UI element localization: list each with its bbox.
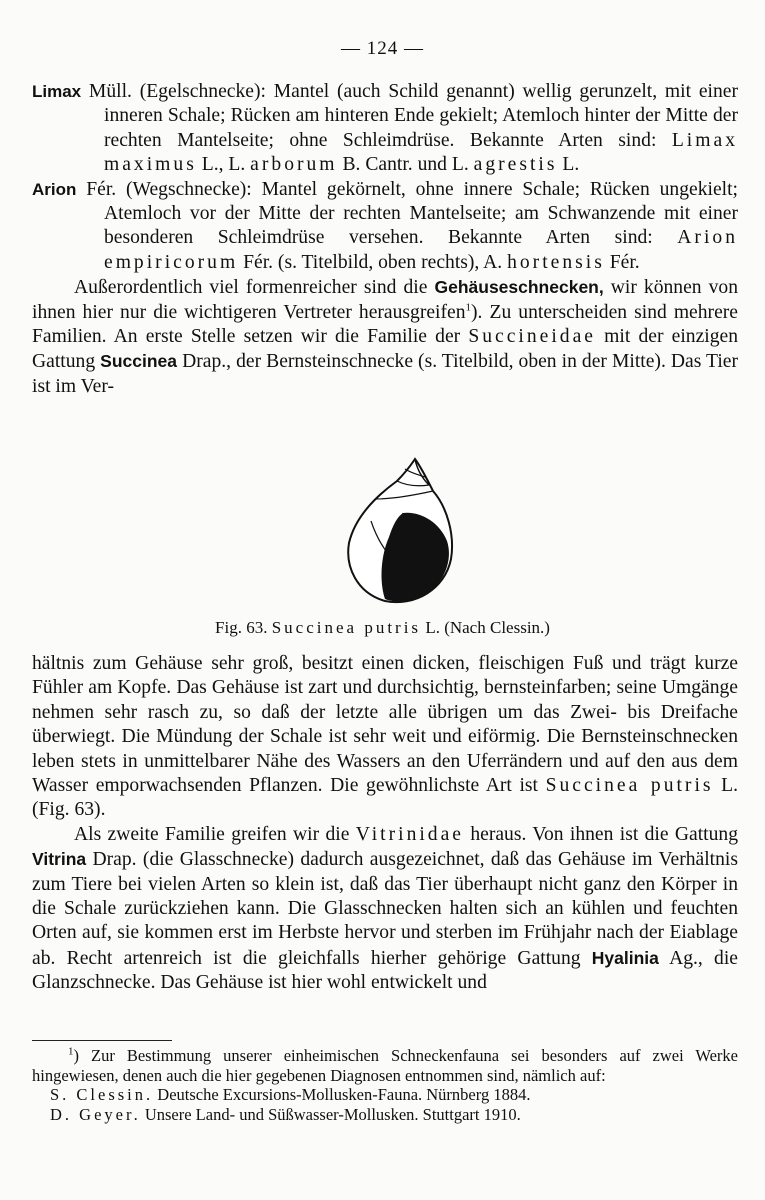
- upper-text: [32, 80, 738, 399]
- footnote-reference: D. Geyer. Unsere Land- und Süßwasser-Mollusken. Stuttgart 1910.: [50, 1104, 521, 1124]
- footnote-text: $^1$) Zur Bestimmung unserer einheimischen Schneckenfauna sei besonders auf zwei Werke hingewiesen, denen auch die hier gegebenen Diagnosen entnommen sind, nämlich auf:: [32, 1045, 738, 1085]
- figure-caption: Fig. 63. Succinea putris L. (Nach Clessin.): [215, 618, 550, 637]
- footnote: [32, 1046, 738, 1124]
- lower-text: [32, 652, 738, 996]
- entry-limax: Limax Müll. (Egelschnecke): Mantel (auch Schild genannt) wellig gerunzelt, mit einer inneren Schale; Rücken am hinteren Ende gekielt; Atemloch hinter der Mitte der rechten Mantelseite; ohne Schleimdrüse. Bekannte Arten sind: Limax maximus L., L. arborum B. Cantr. und L. agrestis L.: [32, 81, 738, 176]
- entry-arion: Arion Fér. (Wegschnecke): Mantel gekörnelt, ohne innere Schale; Rücken ungekielt; Atemloch vor der Mitte der rechten Mantelseite; am Schwanzende mit einer besonderen Schleimdrüse versehen. Bekannte Arten sind: Arion empiricorum Fér. (s. Titelbild, oben rechts), A. hortensis Fér.: [32, 178, 738, 273]
- footnote-divider: [32, 1040, 172, 1041]
- footnote-ref: 1: [465, 301, 472, 314]
- genus-name: Arion: [32, 179, 77, 199]
- paragraph-gehaeuseschnecken: Außerordentlich viel formenreicher sind die Gehäuseschnecken, wir können von ihnen hier nur die wichtigeren Vertreter herausgreifen$^1$). Zu unterscheiden sind mehrere Familien. An erste Stelle setzen wir die Familie der Succineidae mit der einzigen Gattung Succinea Drap., der Bernsteinschnecke (s. Titelbild, oben in der Mitte). Das Tier ist im Ver-: [32, 277, 739, 397]
- paragraph-vitrinidae: Als zweite Familie greifen wir die Vitrinidae heraus. Von ihnen ist die Gattung Vitrina Drap. (die Glasschnecke) dadurch ausgezeichnet, daß das Gehäuse im Verhältnis zum Tiere bei vielen Arten so klein ist, daß das Tier überhaupt nicht ganz den Körper in die Schale zurückziehen kann. Die Glasschnecken halten sich an kühlen und feuchten Orten auf, sie kommen erst im Herbste hervor und sterben im Frühjahr nach der Eiablage ab. Recht artenreich ist die gleichfalls hierher gehörige Gattung Hyalinia Ag., die Glanzschnecke. Das Gehäuse ist hier wohl entwickelt und: [32, 823, 738, 994]
- page-number: — 124 —: [341, 38, 424, 59]
- paragraph-continuation: hältnis zum Gehäuse sehr groß, besitzt einen dicken, fleischigen Fuß und trägt kurze Fühler am Kopfe. Das Gehäuse ist zart und durchsichtig, bernsteinfarben; seine Umgänge nehmen sehr rasch zu, so daß der letzte alle übrigen um das Zwei- bis Dreifache überwiegt. Die Mündung der Schale ist sehr weit und eiförmig. Die Bernsteinschnecken leben stets in unmittelbarer Nähe des Wassers an den Uferrändern und auf den aus dem Wasser emporwachsenden Pflanzen. Die gewöhnlichste Art ist Succinea putris L. (Fig. 63).: [32, 653, 738, 821]
- succinea-shell-figure: [345, 455, 455, 605]
- footnote-reference: S. Clessin. Deutsche Excursions-Mollusken-Fauna. Nürnberg 1884.: [50, 1085, 531, 1104]
- footnote-marker: 1: [68, 1045, 74, 1058]
- genus-name: Limax: [32, 82, 82, 101]
